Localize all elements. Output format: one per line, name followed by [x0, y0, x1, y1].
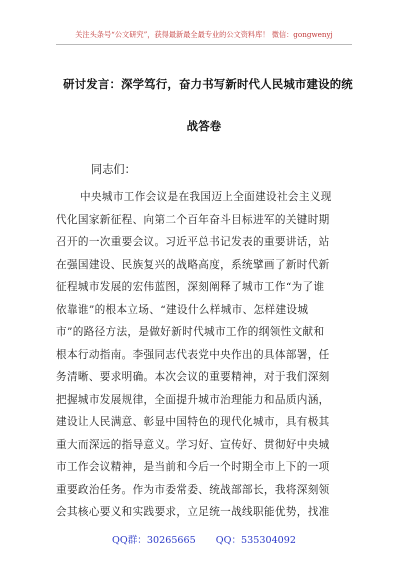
body-line: 依靠谁”的根本立场、“建设什么样城市、怎样建设城: [56, 303, 309, 316]
body-line: 市工作会议精神，是当前和今后一个时期全市上下的一项: [56, 461, 330, 473]
footer-qq-group: QQ群：30265665: [111, 535, 196, 546]
footer-contact: [0, 535, 408, 547]
salutation: 同志们：: [91, 163, 136, 176]
body-line: 根本行动指南。李强同志代表党中央作出的具体部署，任: [56, 348, 330, 361]
body-line: 会其核心要义和实践要求，立足统一战线职能优势，找准: [56, 506, 330, 518]
body-line: 把握城市发展规律，全面提升城市治理能力和品质内涵，: [56, 393, 330, 406]
body-line: 务清晰、要求明确。本次会议的重要精神，对于我们深刻: [56, 371, 330, 383]
body-line: 中央城市工作会议是在我国迈上全面建设社会主义现: [80, 191, 332, 203]
document-title-line-2: 战答卷: [186, 119, 222, 133]
body-line: 重大而深远的指导意义。学习好、宣传好、贯彻好中央城: [56, 438, 330, 451]
header-divider: [56, 44, 352, 45]
body-line: 在强国建设、民族复兴的战略高度，系统擘画了新时代新: [56, 258, 330, 271]
body-paragraph: [56, 186, 356, 524]
body-line: 市”的路径方法，是做好新时代城市工作的纲领性文献和: [56, 326, 325, 338]
body-line: 召开的一次重要会议。习近平总书记发表的重要讲话，站: [56, 236, 330, 248]
footer-qq: QQ：535304092: [215, 535, 296, 546]
body-line: 征程城市发展的宏伟蓝图，深刻阐释了城市工作“为了谁: [56, 281, 325, 293]
body-line: 重要政治任务。作为市委常委、统战部部长，我将深刻领: [56, 483, 330, 496]
body-line: 建设让人民满意、彰显中国特色的现代化城市，具有极其: [56, 416, 330, 428]
body-line: 代化国家新征程、向第二个百年奋斗目标进军的关键时期: [56, 213, 330, 226]
document-title-line-1: 研讨发言：深学笃行，奋力书写新时代人民城市建设的统: [63, 77, 353, 91]
header-banner: 关注头条号“公文研究”，获得最新最全最专业的公文资料库！ 微信：gongwenyj: [75, 30, 333, 39]
